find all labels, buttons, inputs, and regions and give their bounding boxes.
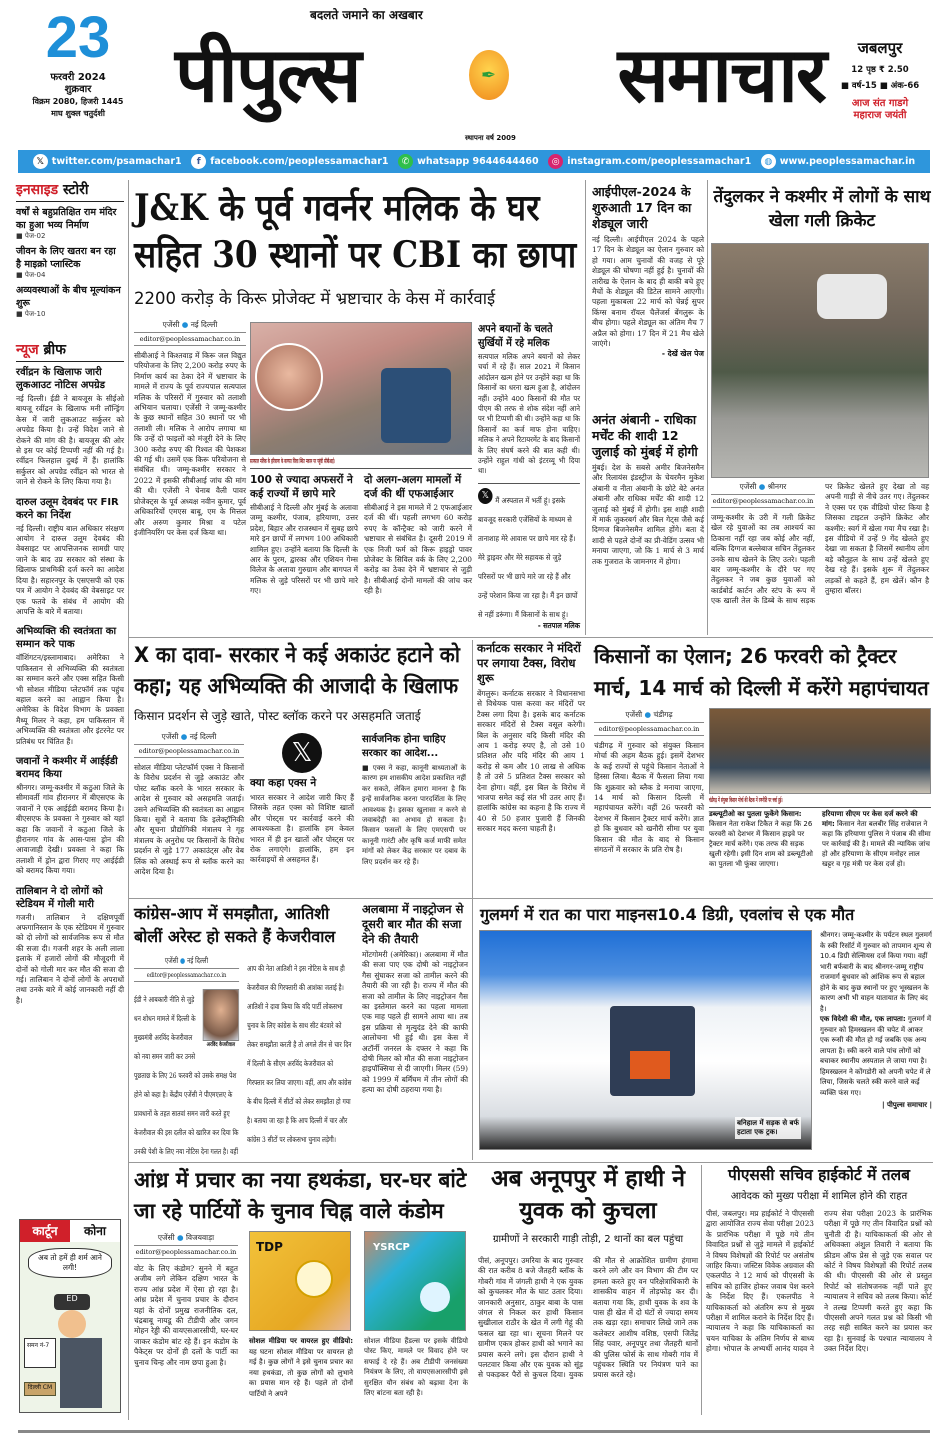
special-day-2: महाराज जयंती <box>853 110 907 121</box>
farmers-text <box>594 710 704 855</box>
alabama-headline: अलबामा में नाइट्रोजन से दूसरी बार मौत की सजा देने की तैयारी <box>362 902 464 946</box>
x-body: सोशल मीडिया प्लेटफॉर्म एक्स ने किसानों के विरोध प्रदर्शन से जुड़े अकाउंट और पोस्ट ब्लॉक करने के भारत सरकार के आदेश से गुरुवार को असहमति जताई। उसने अभिव्यक्ति की स्वतंत्रता का आह्वान किया। सूत्रों ने बताया कि इलेक्ट्रॉनिकी और सूचना प्रौद्योगिकी मंत्रालय ने गृह मंत्रालय के अनुरोध पर किसानों के विरोध प्रदर्शन से जुड़े 177 अकाउंट्स और वेब लिंक को अस्थाई रूप से ब्लॉक करने का आदेश दिया है। <box>134 763 244 877</box>
x-icon: 𝕏 <box>478 488 493 504</box>
social-twitter[interactable] <box>33 154 182 169</box>
column-divider <box>701 1165 702 1415</box>
social-label: whatsapp 9644644460 <box>417 156 539 167</box>
malik-portrait <box>255 343 323 411</box>
social-bar <box>18 150 930 173</box>
cartoon-sign: दिल्ली CM <box>24 1382 56 1396</box>
lead-photo-caption: सत्यपाल मलिक के हरियाणा के बागपत जिला स्थित मकान पर पहुंची सीबीआई। <box>250 456 472 469</box>
farmers-body: चंडीगढ़ में गुरुवार को संयुक्त किसान मोर्चा की अहम बैठक हुई। इसमें देशभर के कई राज्यों से पहुंचे किसान नेताओं ने हिस्सा लिया। बैठक में फैसला लिया गया कि शुक्रवार को ब्लैक डे मनाया जाएगा, 14 मार्च को किसान दिल्ली में महापंचायत करेंगे। वहीं 26 फरवरी को देशभर में किसान ट्रैक्टर मार्च करेंगे। ज्ञात हो कि बुधवार को खनौरी सीमा पर युवा किसान की मौत के बाद से किसान संगठनों में सरकार के प्रति रोष है। <box>594 741 704 855</box>
inside-headline: वर्षों से बहुप्रतिक्षित राम मंदिर का हुआ भव्य निर्माण <box>16 207 117 231</box>
tendulkar-headline: तेंदुलकर ने कश्मीर में लोगों के साथ खेला गली क्रिकेट <box>713 187 931 231</box>
ambani-headline: अनंत अंबानी - राधिका मर्चेंट की शादी 12 जुलाई को मुंबई में होगी <box>592 412 698 459</box>
kejriwal-caption: अरविंद केजरीवाल <box>206 1042 236 1048</box>
karnataka-headline: कर्नाटक सरकार ने मंदिरों पर लगाया टैक्स, विरोध शुरू <box>477 641 581 685</box>
byline: एजेंसी ● नई दिल्ली <box>164 956 209 965</box>
ysrcp-photo <box>364 1231 466 1331</box>
brief-body: वॉशिंगटन/इस्लामाबाद। अमेरिका ने पाकिस्तान से अभिव्यक्ति की स्वतंत्रता का सम्मान करने और एक्स सहित किसी भी सोशल मीडिया प्लेटफॉर्म तक पहुंच बहाल करने का आह्वान किया है। अमेरिका के विदेश विभाग के प्रवक्ता मैथ्यू मिलर ने कहा, हम पाकिस्तान में अभिव्यक्ति की स्वतंत्रता और इंटरनेट पर प्रतिबंध पर चिंतित हैं। <box>16 653 124 746</box>
inside-page: ■ पेज-02 <box>16 232 46 240</box>
psc-subhead: आवेदक को मुख्य परीक्षा में शामिल होने की राहत <box>730 1191 908 1202</box>
farmers-caption: चंडीगढ़ में संयुक्त किसान मोर्चा की बैठक में रणनीति पर चर्चा हुई। <box>709 795 931 808</box>
email[interactable]: editor@peoplessamachar.co.in <box>134 332 246 346</box>
snow-plough <box>630 1051 670 1079</box>
calendar: विक्रम 2080, हिजरी 1445 <box>32 97 124 106</box>
row-divider <box>128 898 933 899</box>
malik-quote <box>478 483 580 631</box>
cbi-vehicle <box>381 368 451 443</box>
date-block <box>28 72 128 120</box>
brief-headline: तालिबान ने दो लोगों को स्टेडियम में गोली मारी <box>16 885 103 910</box>
anuppur-headline: अब अनूपपुर में हाथी ने युवक को कुचला <box>491 1166 685 1224</box>
congress-headline: कांग्रेस-आप में समझौता, आतिशी बोलीं अरेस्ट हो सकते हैं केजरीवाल <box>134 904 336 946</box>
column-divider <box>472 640 473 1160</box>
cartoon-title: कोना <box>83 1224 107 1238</box>
quote-author: - सतपाल मलिक <box>537 620 580 630</box>
tendulkar-photo <box>711 243 929 478</box>
sub-body: सीबीआई ने दिल्ली और मुंबई के अलावा जम्मू कश्मीर, पंजाब, हरियाणा, उत्तर प्रदेश, बिहार और राजस्थान में सुबह छापे मारे इन छापों में लगभग 100 अधिकारी शामिल हुए। उन्होंने बताया कि दिल्ली के आर के पुरम, द्वारका और एशियन गेम्स विलेज के अलावा गुरुग्राम और बागपत में मलिक से जुड़े परिसरों पर भी छापे मारे गए। <box>250 503 358 596</box>
email[interactable]: editor@peoplessamachar.co.in <box>711 494 815 508</box>
social-whatsapp[interactable] <box>398 154 539 169</box>
whatsapp-icon: ✆ <box>398 154 413 169</box>
anuppur-body: पीसं, अनूपपुर। उमरिया के बाद गुरुवार की रात करीब 8 बजे जैतहरी ब्लॉक के गोबरी गांव में जंगली हाथी ने एक युवक को कुचलकर मौत के घाट उतार दिया। जानकारी अनुसार, ठाकुर बाबा के पास जंगल से निकल कर हाथी किसान सुखीलाल राठौर के खेत में लगी गेहूं की फसल खा रहा था। सूचना मिलने पर ग्रामीण एकत्र होकर हाथी को भगाने का प्रयास करने लगे। इस दौरान हाथी ने पलटवार किया और एक युवक को सूंड़ से पकड़कर पैरों से कुचल दिया। युवक की मौत से आक्रोशित ग्रामीण हंगामा करने लगे और वन विभाग की टीम पर हमला करते हुए वन परिक्षेत्राधिकारी के शासकीय वाहन में तोड़फोड़ कर दी। बताया गया कि, हाथी युवक के शव के पास ही खेत में दो घंटों से ज्यादा समय तक खड़ा रहा। समाचार लिखे जाने तक कलेक्टर आशीष वशिष्ठ, एसपी जितेंद्र सिंह पवार, अनूपपुर तथा जैतहरी थानों की पुलिस फोर्स के साथ गोबरी गांव में पहुंचकर स्थिति पर नियंत्रण पाने का प्रयास करते रहे। <box>478 1256 698 1380</box>
cartoon-title-red: कार्टून <box>20 1220 70 1242</box>
photo-credit: | पीपुल्स समाचार | <box>881 1101 932 1109</box>
x-side-body: ■ एक्स ने कहा, कानूनी बाध्यताओं के कारण हम शासकीय आदेश प्रकाशित नहीं कर सकते, लेकिन हमारा मानना है कि इन्हें सार्वजनिक करना पारदर्शिता के लिए आवश्यक है। इसका खुलासा न करने से जवाबदेही का अभाव हो सकता है। किसान फसलों के लिए एमएसपी पर कानूनी गारंटी और कृषि कर्ज माफी समेत मांगों को लेकर केंद्र सरकार पर दबाव के लिए प्रदर्शन कर रहे हैं। <box>362 764 466 866</box>
lead-body: सीबीआई ने किश्तवाड़ में किरू जल विद्युत परियोजना के लिए 2,200 करोड़ रुपए के निर्माण कार्य का ठेका देने में भ्रष्टाचार के मामले में राज्य के पूर्व राज्यपाल सत्यपाल मलिक के परिसरों में गुरुवार को तलाशी अभियान चलाया। एजेंसी ने जम्मू-कश्मीर के कुछ स्थानों सहित 30 स्थानों पर भी तलाशी ली। मलिक ने आरोप लगाया था कि उन्हें दो फाइलों को मंजूरी देने के लिए 300 करोड़ रुपए की रिश्वत की पेशकश की गई थी। उसमें एक किरू परियोजना से संबंधित थी। जम्मू-कश्मीर सरकार ने 2022 में इसकी सीबीआई जांच की मांग की थी। एजेंसी ने चेनाब वैली पावर प्रोजेक्ट्स के पूर्व अध्यक्ष नवीन कुमार, पूर्व अधिकारियों एमएस बाबू, एम के मित्तल और अरुण कुमार मिश्रा व पटेल इंजीनियरिंग पर केस दर्ज किया था। <box>134 351 246 537</box>
congress-text <box>134 956 352 1158</box>
gulmarg-headline: गुलमर्ग में रात का पारा माइनस10.4 डिग्री, एवलांच से एक मौत <box>480 905 855 924</box>
lead-side <box>478 322 580 631</box>
congress-body: ईडी ने आबकारी नीति से जुड़े धन शोधन मामले में दिल्ली के मुख्यमंत्री अरविंद केजरीवाल को नया समन जारी कर उनसे पूछताछ के लिए 26 फरवरी को उसके समक्ष पेश होने को कहा है। केंद्रीय एजेंसी ने पीएमएलए के प्रावधानों के तहत सातवां समन जारी करते हुए केजरीवाल की इस दलील को खारिज कर दिया कि उनकी पेशी के लिए नया नोटिस देना गलत है। वहीं आप की नेता आतिशी ने इस नोटिस के साथ ही केजरीवाल की गिरफ्तारी की आशंका जताई है। आतिशी ने दावा किया कि यदि पार्टी लोकसभा चुनाव के लिए कांग्रेस के साथ सीट बंटवारे को लेकर समझौता करती है तो अगले तीन से चार दिन में दिल्ली के सीएम अरविंद केजरीवाल को गिरफ्तार कर लिया जाएगा। वहीं, आप और कांग्रेस के बीच दिल्ली में सीटों को लेकर समझौता हो गया है। बताया जा रहा है कि आप दिल्ली में चार और कांग्रेस 3 सीटों पर लोकसभा चुनाव लड़ेगी। <box>134 964 352 1156</box>
row-divider <box>128 637 933 638</box>
brief-headline: अभिव्यक्ति की स्वतंत्रता का सम्मान करे पाक <box>16 626 117 651</box>
logo-word-left: पीपुल्स <box>175 30 360 119</box>
gulmarg-sub-lead: एक विदेशी की मौत, एक लापता: <box>820 1015 906 1023</box>
gulmarg-photo <box>479 930 812 1150</box>
brief-item <box>16 496 124 618</box>
lead-photo <box>250 322 472 455</box>
x-subhead: किसान प्रदर्शन से जुड़े खाते, पोस्ट ब्लॉक करने पर असहमति जताई <box>134 709 421 723</box>
x-side <box>362 733 466 867</box>
farmers-photo <box>709 708 931 794</box>
inside-page: ■ पेज-10 <box>16 310 46 318</box>
tendulkar-text <box>711 482 929 607</box>
tdp-symbol-icon <box>295 1260 333 1298</box>
andhra-text <box>134 1233 238 1368</box>
social-facebook[interactable] <box>191 154 388 169</box>
tendulkar-body: जम्मू-कश्मीर के उरी में गली क्रिकेट खेल रहे युवाओं का तब आश्चर्य का ठिकाना नहीं रहा जब कोई और नहीं, बल्कि दिग्गज बल्लेबाज सचिन तेंदुलकर उनके साथ खेलने के लिए उतरे। पहली बार जम्मू-कश्मीर के दौरे पर गए तेंदुलकर ने जब कुछ युवाओं को कार्डबोर्ड कार्टन और स्टंप के रूप में एक खाली तेल के डिब्बे के साथ सड़क पर क्रिकेट खेलते हुए देखा तो वह अपनी गाड़ी से नीचे उतर गए। तेंदुलकर ने एक्स पर एक वीडियो पोस्ट किया है जिसका टाइटल उन्होंने क्रिकेट और कश्मीर: स्वर्ग में खेला गया मैच रखा है। इस वीडियो में उन्हें 9 गेंद खेलते हुए देखा जा सकता है जिसमें स्थानीय लोग बड़े कौतूहल के साथ उन्हें खेलते हुए देख रहे हैं। इसके शुरू में तेंदुलकर लड़कों से कहते हैं, हम खेलें। कौन है तुम्हारा बॉलर। <box>711 482 929 606</box>
news-brief <box>16 340 124 1006</box>
inside-headline: अव्यवस्थाओं के बीच मूल्यांकन शुरू <box>16 285 121 309</box>
farmers-sub2 <box>822 809 932 869</box>
sub-body: सीबीआई ने इस मामले में 2 एफआईआर दर्ज की थीं। पहली लगभग 60 करोड़ रुपए के कॉन्ट्रैक्ट को जारी करने में भ्रष्टाचार से संबंधित है। दूसरी 2019 में एक निजी फर्म को किरू हाइड्रो पावर प्रोजेक्ट के सिविल वर्क के लिए 2,200 करोड़ का ठेका देने में भ्रष्टाचार से जुड़ी है। सीबीआई दोनों मामलों की जांच कर रही है। <box>364 503 472 596</box>
inside-title: स्टोरी <box>62 182 89 198</box>
column-divider <box>707 180 708 635</box>
gulmarg-body: श्रीनगर। जम्मू-कश्मीर के पर्यटन स्थल गुलमर्ग के स्की रिसॉर्ट में गुरुवार को तापमान शून्य से 10.4 डिग्री सेल्सियस दर्ज किया गया। वहीं भारी बर्फबारी के बाद श्रीनगर-जम्मू राष्ट्रीय राजमार्ग बुधवार को आंशिक रूप से बहाल होने के बाद कुछ स्थानों पर हुए भूस्खलन के कारण अभी भी वाहन यातायात के लिए बंद है। <box>820 931 932 1013</box>
social-label: instagram.com/peoplessamachar1 <box>567 156 752 167</box>
brief-body: नई दिल्ली। राष्ट्रीय बाल अधिकार संरक्षण आयोग ने दारुल उलूम देवबंद की वेबसाइट पर आपत्तिजनक सामग्री पाए जाने के बाद उप्र सरकार को संस्था के खिलाफ प्राथमिकी दर्ज करने का आदेश दिया है। सहारनपुर के एसएसपी को एक पत्र में आयोग ने देवबंद की वेबसाइट पर एक फतवे के संबंध में आयोग की आपत्ति के बारे में बताया। <box>16 523 124 616</box>
instagram-icon: ◎ <box>548 154 563 169</box>
andhra-mid <box>249 1336 353 1399</box>
kejriwal-photo <box>203 989 239 1041</box>
karnataka-body: बेंगलुरू। कर्नाटक सरकार ने विधानसभा से विधेयक पास करवा कर मंदिरों पर टैक्स लगा दिया है। इसके बाद कर्नाटक सरकार मंदिरों से टैक्स वसूल करेगी। बिल के अनुसार यदि किसी मंदिर की आय 1 करोड़ रुपए है, तो उसे 10 प्रतिशत और यदि मंदिर की आय 1 करोड़ से कम और 10 लाख से अधिक है तो उसे 5 प्रतिशत टैक्स सरकार को देना होगा। वहीं, इस बिल के विरोध में भाजपा समेत कई संत भी उतर आए हैं। हालांकि कांग्रेस का कहना है कि राज्य में 40 से 50 हजार पुजारी हैं जिनकी सरकार मदद करना चाहती है। <box>477 689 585 834</box>
gulmarg-caption: बनिहाल में सड़क से बर्फ हटाता एक ट्रक। <box>735 1117 801 1139</box>
brief-title-red: न्यूज <box>16 342 39 358</box>
x-sub-body: भारत सरकार ने आदेश जारी किए हैं जिसके तहत एक्स को विशिष्ट खातों और पोस्ट्स पर कार्रवाई करने की आवश्यकता है। हालांकि हम केवल भारत में ही इन खातों और पोस्ट्स पर रोक लगाएंगे। हालांकि, हम इन कार्रवाइयों से असहमत हैं। <box>250 793 354 865</box>
city: जबलपुर <box>857 39 903 57</box>
x-text <box>134 732 244 877</box>
inside-title-red: इनसाइड <box>16 182 59 198</box>
edition-block <box>830 38 930 122</box>
inside-item[interactable] <box>16 284 124 319</box>
gulmarg-sub-body: गुलमर्ग में गुरुवार को हिमस्खलन की चपेट में आकर एक रूसी की मौत हो गई जबकि एक अन्य लापता है। स्की करने वाले पांच लोगों को बचाकर स्थानीय अस्पताल ले जाया गया है। हिमस्खलन ने कोंगडोरी को अपनी चपेट में ले लिया, जिसके चलते स्की करने वाले कई व्यक्ति फंस गए। <box>820 1015 932 1097</box>
brief-item <box>16 625 124 747</box>
inside-headline: जीवन के लिए खतरा बन रहा है माइक्रो प्लास्टिक <box>16 246 116 270</box>
sub-headline: दो अलग-अलग मामलों में दर्ज की थीं एफआईआर <box>364 474 462 500</box>
gulmarg-text <box>820 930 932 1111</box>
sub-lead: हरियाणा सीएम पर केस दर्ज करने की मांग: <box>822 810 918 828</box>
andhra-right: सोशल मीडिया हैंडल्स पर इसके वीडियो पोस्ट किए, मामले पर विवाद होने पर सफाई दे रहे हैं। अब टीडीपी जनसंख्या नियंत्रण के लिए, तो वायएसआरसीपी इसे सुरक्षित यौन संबंध को बढ़ावा देना के लिए बांटना बता रही है। <box>364 1337 468 1398</box>
special-day-1: आज संत गाडगे <box>851 98 909 109</box>
tithi: माघ शुक्ल चतुर्दशी <box>51 109 105 118</box>
logo-word-right: समाचार <box>617 30 825 119</box>
page-bottom-rule <box>18 1430 930 1433</box>
side-body: सत्यपाल मलिक अपने बयानों को लेकर चर्चा में रहे हैं। साल 2021 में किसान आंदोलन खत्म होने पर उन्होंने कहा था कि किसानों का धरना खत्म हुआ है, आंदोलन नहीं। उन्होंने 400 किसानों की मौत पर पीएम की तरफ से शोक संदेश नहीं आने पर भी टिप्पणी की थी। उन्होंने कहा था कि किसानों का कर्ज माफ होना चाहिए। मलिक ने अपने रिटायरमेंट के बाद किसानों के लिए संघर्ष करने की बात कही थी। उन्होंने राहुल गांधी को इंटरव्यू भी दिया था। <box>478 352 580 476</box>
email[interactable]: editor@peoplessamachar.co.in <box>134 968 239 982</box>
x-headline: X का दावा- सरकार ने कई अकाउंट हटाने को कहा; यह अभिव्यक्ति की आजादी के खिलाफ <box>134 643 460 699</box>
karnataka-article <box>477 641 585 835</box>
x-sub <box>250 733 354 866</box>
globe-icon: ◍ <box>761 154 776 169</box>
byline: एजेंसी ● नई दिल्ली <box>161 732 217 741</box>
andhra-headline: आंध्र में प्रचार का नया हथकंडा, घर-घर बांटे जा रहे पार्टियों के चुनाव चिह्न वाले कंडोम <box>134 1168 467 1223</box>
social-label: facebook.com/peoplessamachar1 <box>210 156 389 167</box>
brief-title: ब्रीफ <box>43 342 66 358</box>
brief-headline: दारुल उलूम देवबंद पर FIR करने का निर्देश <box>16 496 119 521</box>
brief-body: नई दिल्ली। ईडी ने बायजूस के सीईओ बायजू रवींद्रन के खिलाफ मनी लॉन्ड्रिंग केस में जारी लुकआउट सर्कुलर को अपग्रेड किया है। उन्हें विदेश जाने से रोकने की मांग की है। बायजूस की ओर से इस पर कोई टिप्पणी नहीं की गई है। रवींद्रन फिलहाल दुबई में हैं। हालांकि सर्कुलर को अपग्रेड रवींद्रन को भारत से जाने से रोकने के लिए किया गया है। <box>16 394 124 487</box>
farmers-sub1 <box>709 809 817 869</box>
ipl-body: नई दिल्ली। आईपीएल 2024 के पहले 17 दिन के शेड्यूल का ऐलान गुरुवार को हो गया। आम चुनावों की वजह से पूरे शेड्यूल की घोषणा नहीं हुई है। चुनावों की तारीख के ऐलान के बाद ही बाकी बचे हुए मैचों के शेड्यूल की डिटेल सामने आएगी। पहला मुकाबला 22 मार्च को चेन्नई सुपर किंग्स बनाम रॉयल चैलेंजर्स बेंगलुरू के बीच होगा। पहले शेड्यूल का अंतिम मैच 7 अप्रैल को होगा। 17 दिन में 21 मैच खेले जाएंगे। <box>592 235 704 349</box>
brief-headline: जवानों ने कश्मीर में आईईडी बरामद किया <box>16 755 118 780</box>
lead-sub2 <box>364 469 472 597</box>
sub-lead: डब्ल्यूटीओ का पुतला फूकेंगे किसान: <box>709 810 802 818</box>
x-logo-icon: 𝕏 <box>282 733 322 773</box>
inside-item[interactable] <box>16 245 124 280</box>
social-label: twitter.com/psamachar1 <box>51 156 182 167</box>
social-instagram[interactable] <box>548 154 751 169</box>
brief-item <box>16 755 124 877</box>
social-website[interactable] <box>761 154 915 169</box>
psc-body: पीसं, जबलपुर। मप्र हाईकोर्ट ने पीएससी द्वारा आयोजित राज्य सेवा परीक्षा 2023 के प्रारंभिक परीक्षा में पूछे गये तीन विवादित प्रश्नों से जुड़े मामले में हाईकोर्ट ने विषय विशेषज्ञों की रिपोर्ट पर असंतोष जाहिर किया। जस्टिस विवेक अग्रवाल की एकलपीठ ने 12 मार्च को पीएससी के सचिव को हाजिर होकर जवाब पेश करने के निर्देश दिए हैं। एकलपीठ ने याचिकाकर्ता को अंतरिम रूप से मुख्य परीक्षा में शामिल कराने के निर्देश दिए हैं। न्यायालय ने कहा कि याचिकाकर्ता का चयन याचिका के अंतिम निर्णय से बाध्य होगा। भोपाल के अभ्यर्थी आनंद यादव ने राज्य सेवा परीक्षा 2023 के प्रारंभिक परीक्षा में पूछे गए तीन विवादित प्रश्नों को चुनौती दी है। याचिकाकर्ता की ओर से अधिवक्ता अंशुल तिवारी ने बताया कि फ्रीडम ऑफ प्रेस से जुड़े एक सवाल पर कोर्ट ने विषय विशेषज्ञों की रिपोर्ट तलब की थी। पीएससी की ओर से प्रस्तुत रिपोर्ट को संतोषजनक नहीं पाते हुए न्यायालय ने सचिव को तलब किया। कोर्ट ने तल्ख टिप्पणी करते हुए कहा कि पीएससी अपने गलत प्रश्न को किसी भी तरह सही साबित करने का प्रयास कर रहा है। सुनवाई के पश्चात न्यायालय ने उक्त निर्देश दिए। <box>706 1209 932 1354</box>
facebook-icon: f <box>191 154 206 169</box>
ambani-article <box>592 412 704 567</box>
email[interactable]: editor@peoplessamachar.co.in <box>594 722 704 736</box>
lead-headline: J&K के पूर्व गवर्नर मलिक के घर सहित 30 स्थानों पर CBI का छापा <box>134 187 577 276</box>
byline: एजेंसी ● विजयवाड़ा <box>157 1233 215 1242</box>
inside-page: ■ पेज-04 <box>16 271 46 279</box>
side-headline: अपने बयानों के चलते सुर्खियों में रहे मलिक <box>478 323 553 349</box>
newspaper-logo <box>175 8 825 142</box>
cartoon-paper: समन नं-7 <box>24 1338 56 1368</box>
sub-headline: 100 से ज्यादा अफसरों ने कई राज्यों में छापे मारे <box>250 474 353 500</box>
cartoon-image <box>20 1242 120 1412</box>
cartoon-corner <box>19 1219 121 1413</box>
email[interactable]: editor@peoplessamachar.co.in <box>134 1245 238 1259</box>
tagline: बदलते जमाने का अखबार <box>310 8 423 22</box>
pages-price: 12 पृष्ठ ₹ 2.50 <box>851 65 909 75</box>
cartoon-speech: अब तो हमें ही शर्म आने लगी! <box>28 1248 112 1278</box>
date-month: फरवरी 2024 <box>50 72 106 83</box>
weekday: शुक्रवार <box>64 84 92 95</box>
ambani-body: मुंबई। देश के सबसे अमीर बिजनेसमैन और रिलायंस इंडस्ट्रीज के चेयरमैन मुकेश अंबानी व नीता अंबानी के छोटे बेटे अनंत अंबानी और राधिका मर्चेंट की शादी 12 जुलाई को मुंबई में होगी। इस शाही शादी में मार्क जुकरबर्ग और बिल गेट्स जैसे कई दिग्गज बिजनेसमैन शामिल होंगे। बता दें शादी से पहले दोनों का प्री-वेडिंग उत्सव भी मनाया जाएगा, जो कि 1 मार्च से 3 मार्च तक गुजरात के जामनगर में होगा। <box>592 463 704 566</box>
tdp-photo <box>249 1231 351 1331</box>
lead-sub1 <box>250 469 358 597</box>
social-label: www.peoplessamachar.in <box>779 156 916 167</box>
x-side-headline: सार्वजनिक होना चाहिए सरकार का आदेश... <box>362 734 446 759</box>
ipl-article <box>592 184 704 359</box>
date-day: 23 <box>45 5 111 70</box>
pen-nib-icon: ✒ <box>469 50 509 100</box>
ipl-ref[interactable]: - देखें खेल पेज <box>661 349 704 359</box>
year-issue: ■ वर्ष-15 ■ अंक-66 <box>840 81 920 91</box>
kejriwal-figure <box>203 989 239 1049</box>
ipl-headline: आईपीएल-2024 के शुरुआती 17 दिन का शेड्यूल जारी <box>592 184 692 231</box>
quote-text: मैं अस्पताल में भर्ती हूं। इसके बावजूद सरकारी एजेंसियों के माध्यम से तानाशाह मेरे आवास पर छापे मार रहे हैं। मेरे ड्राइवर और मेरे सहायक से जुड़े परिसरों पर भी छापे मारे जा रहे हैं और उन्हें परेशान किया जा रहा है। मैं इन छापों से नहीं डरूंगा। मैं किसानों के साथ हूं। <box>478 495 578 619</box>
lead-subhead: 2200 करोड़ के किरू प्रोजेक्ट में भ्रष्टाचार के केस में कार्रवाई <box>134 289 496 308</box>
brief-body: श्रीनगर। जम्मू-कश्मीर में कठुआ जिले के सीमावर्ती गांव हीरानगर में बीएसएफ के जवानों ने एक आईईडी बरामद किया है। बीएसएफ के प्रवक्ता ने गुरुवार को यहां कहा कि जवानों ने कठुआ जिले के हीरानगर गांव के आस-पास ड्रोन की आवाजाही देखी। प्रवक्ता ने कहा कि तलाशी में ड्रोन द्वारा गिराए गए आईईडी को बरामद किया गया। <box>16 782 124 876</box>
sub-body: किसान नेता राकेश टिकैत ने कहा कि 26 फरवरी को देशभर में किसान हाइवे पर ट्रैक्टर मार्च करेंगे। एक तरफ की सड़क खुली रहेगी। इसी दिन शाम को डब्ल्यूटीओ का पुतला भी फूंका जाएगा। <box>709 820 813 868</box>
brief-item <box>16 366 124 488</box>
tdp-label: TDP <box>256 1240 283 1254</box>
lead-text <box>134 320 246 538</box>
brief-body: गजनी। तालिबान ने दक्षिणपूर्वी अफगानिस्तान के एक स्टेडियम में गुरुवार को दो लोगों को सार्वजनिक रूप से मौत की सजा दी। गजनी शहर के अली लाला इलाके में हजारों लोगों की मौजूदगी में दोनों को गोली मार कर मौत की सजा दी गई। तालिबान ने दोनों लोगों के अपराधों तथा उनके बारे में कोई जानकारी नहीं दी है। <box>16 912 124 1005</box>
brief-item <box>16 885 124 1007</box>
anuppur-subhead: ग्रामीणों ने सरकारी गाड़ी तोड़ी, 2 थानों का बल पहुंचा <box>492 1234 684 1245</box>
inside-story <box>16 180 124 323</box>
alabama-article <box>362 902 468 1096</box>
byline: एजेंसी ● श्रीनगर <box>739 482 787 491</box>
column-divider <box>128 180 129 1420</box>
column-divider <box>585 180 586 635</box>
byline: एजेंसी ● चंडीगढ़ <box>625 710 673 719</box>
inside-item[interactable] <box>16 206 124 241</box>
farmers-headline: किसानों का ऐलान; 26 फरवरी को ट्रैक्टर मार्च, 14 मार्च को दिल्ली में करेंगे महापंचायत <box>594 644 929 700</box>
alabama-body: मोंटगोमरी (अमेरिका)। अलबामा में मौत की सजा पाए एक दोषी को नाइट्रोजन गैस सुंघाकर सजा को तामील करने की तैयारी की जा रही है। राज्य में मौत की सजा को तामील के लिए नाइट्रोजन गैस का इस्तेमाल करने का पहला मामला एक माह पहले ही सामने आया था। तब इस प्रक्रिया से मृत्युदंड देने की काफी आलोचना भी हुई थी। इस केस में अटॉर्नी जनरल के दफ्तर ने कहा कि दोषी मिलर को मौत की सजा नाइट्रोजन हाइपॉक्सिया से दी जाएगी। मिलर (59) को 1999 में बर्मिंघम में तीन लोगों की हत्या का दोषी ठहराया गया है। <box>362 950 468 1095</box>
sub-lead: सोशल मीडिया पर वायरल हुए वीडियो: <box>249 1337 353 1345</box>
ysrcp-fan-icon <box>420 1282 450 1312</box>
andhra-body: वोट के लिए कंडोम? सुनने में बहुत अजीब लगे लेकिन दक्षिण भारत के राज्य आंध्र प्रदेश में ऐसा हो रहा है। आंध्र प्रदेश में चुनाव प्रचार के दौरान यहां के दोनों प्रमुख राजनीतिक दल, चंद्रबाबू नायडू की टीडीपी और जगन मोहन रेड्डी की वायएसआरसीपी, घर-घर जाकर कंडोम बांट रहे हैं। इन कंडोम के पैकेट्स पर दोनों ही दलों के पार्टी का चुनाव चिन्ह और नाम छपा हुआ है। <box>134 1264 238 1367</box>
sub-body: यह घटना सोशल मीडिया पर वायरल हो गई है। कुछ लोगों ने इसे चुनाव प्रचार का नया हथकंडा, तो कुछ लोगों को लुभाने का प्रयास मान रहे हैं। पहले तो दोनों पार्टियों ने अपने <box>249 1347 353 1398</box>
founded: स्थापना वर्ष 2009 <box>465 134 516 142</box>
x-icon: 𝕏 <box>33 154 48 169</box>
byline: एजेंसी ● नई दिल्ली <box>162 320 218 329</box>
cartoon-hat: ED <box>54 1294 90 1310</box>
x-sub-headline: क्या कहा एक्स ने <box>250 777 317 789</box>
email[interactable]: editor@peoplessamachar.co.in <box>134 744 244 758</box>
ysrcp-label: YSRCP <box>373 1242 410 1253</box>
sub-body: किसान नेता बलबीर सिंह राजेवाल ने कहा कि हरियाणा पुलिस ने पंजाब की सीमा पर कार्रवाई की है। मामले की न्यायिक जांच हो और हरियाणा के सीएम मनोहर लाल खट्टर व गृह मंत्री पर केस दर्ज हो। <box>822 820 931 868</box>
psc-headline: पीएससी सचिव हाईकोर्ट में तलब <box>728 1166 910 1184</box>
brief-headline: रवींद्रन के खिलाफ जारी लुकआउट नोटिस अपग्रेड <box>16 367 106 391</box>
